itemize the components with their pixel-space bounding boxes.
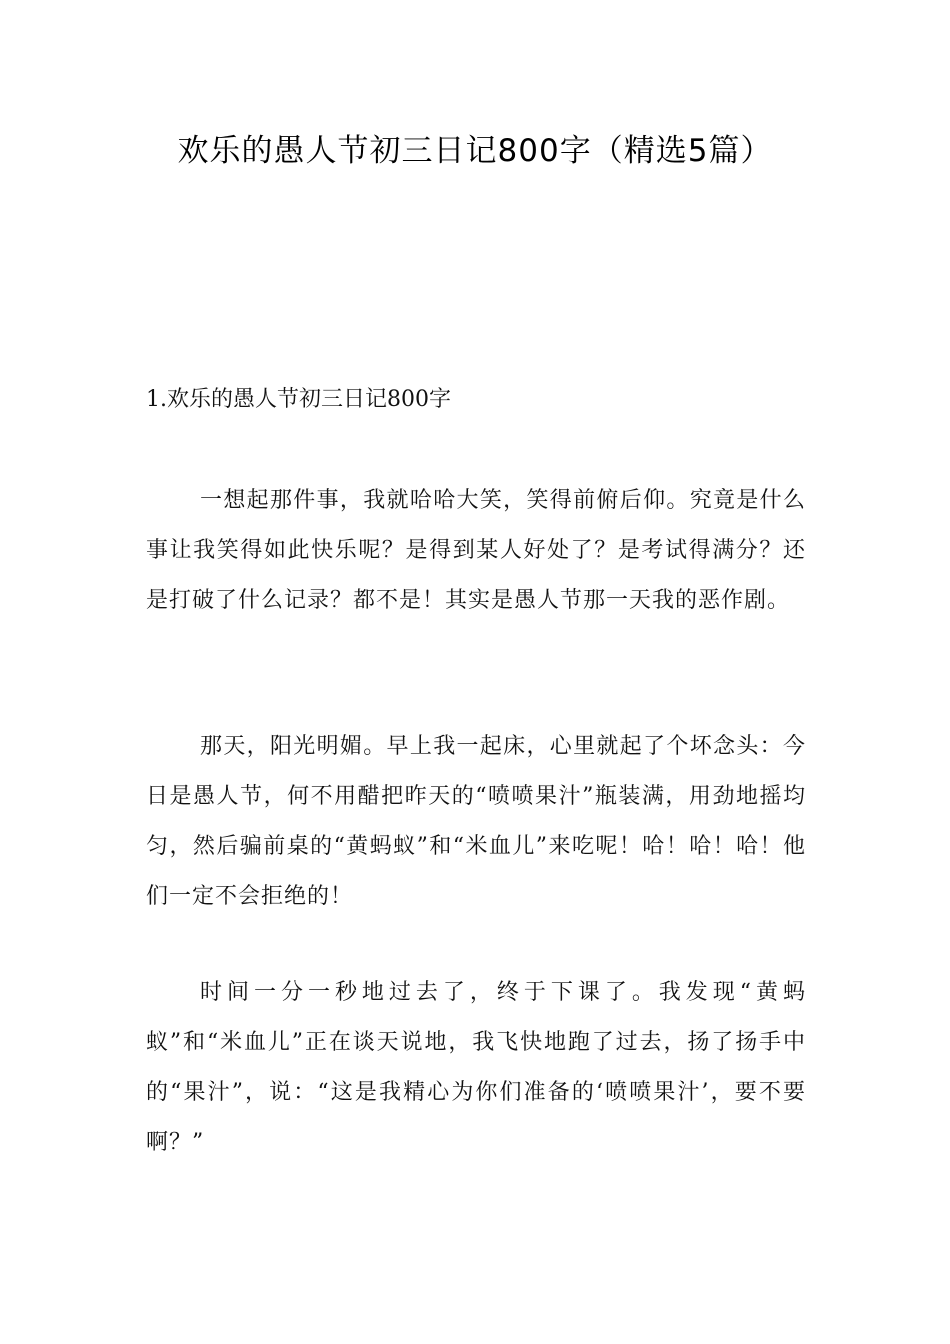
paragraph-1: 一想起那件事，我就哈哈大笑，笑得前俯后仰。究竟是什么事让我笑得如此快乐呢？是得到某人好处了？是考试得满分？还是打破了什么记录？都不是！其实是愚人节那一天我的恶作剧。 — [146, 488, 806, 613]
section-heading: 1.欢乐的愚人节初三日记800字 — [146, 387, 451, 412]
document-title: 欢乐的愚人节初三日记800字（精选5篇） — [177, 133, 773, 169]
paragraph-2: 那天，阳光明媚。早上我一起床，心里就起了个坏念头：今日是愚人节，何不用醋把昨天的“喷喷果汁”瓶装满，用劲地摇均匀，然后骗前桌的“黄蚂蚁”和“米血儿”来吃呢！哈！哈！哈！他们一定不会拒绝的！ — [146, 734, 806, 909]
paragraph-3: 时间一分一秒地过去了，终于下课了。我发现“黄蚂蚁”和“米血儿”正在谈天说地，我飞快地跑了过去，扬了扬手中的“果汁”，说：“这是我精心为你们准备的‘喷喷果汁’，要不要啊？” — [146, 980, 806, 1155]
